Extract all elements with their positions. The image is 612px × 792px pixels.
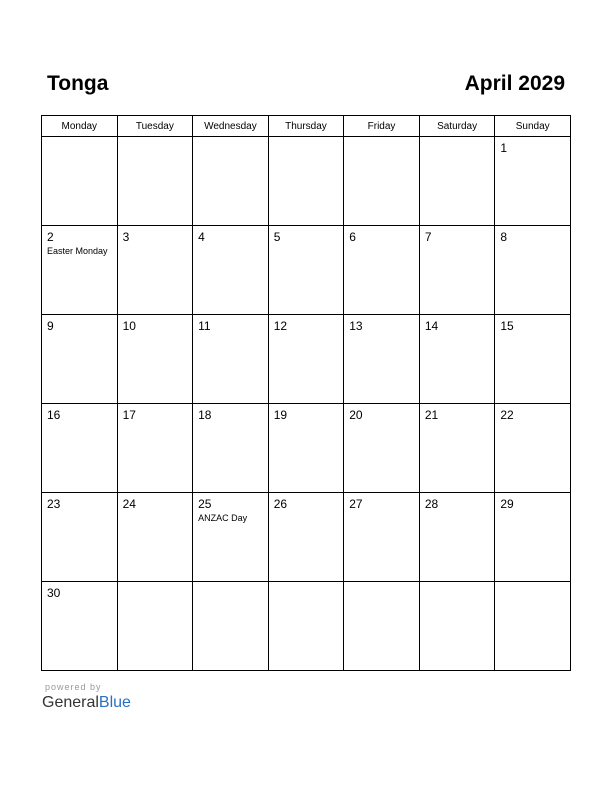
day-cell	[419, 315, 495, 404]
day-number	[344, 582, 419, 586]
day-cell	[42, 226, 118, 315]
day-cell	[268, 137, 344, 226]
day-cell	[42, 582, 118, 671]
week-row	[42, 582, 571, 671]
day-cell	[117, 582, 193, 671]
day-number	[118, 582, 193, 586]
day-number: 18	[198, 408, 212, 422]
weekday-header: Monday	[42, 116, 118, 137]
day-number: 12	[273, 319, 288, 333]
day-cell	[42, 315, 118, 404]
day-cell	[193, 582, 269, 671]
day-number: 23	[47, 497, 61, 511]
calendar-grid	[41, 115, 571, 671]
day-number: 27	[349, 497, 363, 511]
day-number: 1	[500, 141, 508, 155]
day-number: 30	[47, 586, 61, 600]
day-cell	[42, 137, 118, 226]
day-cell	[193, 226, 269, 315]
day-number: 17	[122, 408, 136, 422]
day-number: 14	[424, 319, 439, 333]
day-cell	[344, 493, 420, 582]
day-cell	[117, 226, 193, 315]
weekday-header: Tuesday	[117, 116, 193, 137]
day-cell	[495, 493, 571, 582]
weekday-header-row	[42, 116, 571, 137]
day-cell	[344, 226, 420, 315]
day-cell	[42, 493, 118, 582]
day-number: 20	[349, 408, 363, 422]
day-cell	[268, 226, 344, 315]
weekday-header: Friday	[344, 116, 420, 137]
day-number	[420, 582, 495, 586]
day-cell	[117, 493, 193, 582]
day-cell	[344, 404, 420, 493]
day-number: 25	[198, 497, 212, 511]
day-cell	[495, 226, 571, 315]
day-cell	[42, 404, 118, 493]
day-number: 16	[47, 408, 61, 422]
day-cell	[495, 404, 571, 493]
day-number: 26	[273, 497, 288, 511]
day-number: 4	[198, 230, 205, 244]
week-row	[42, 493, 571, 582]
day-cell	[419, 582, 495, 671]
day-cell	[495, 582, 571, 671]
day-number: 13	[349, 319, 363, 333]
day-number: 2	[47, 230, 54, 244]
day-number	[344, 137, 419, 141]
day-cell	[193, 137, 269, 226]
week-row	[42, 404, 571, 493]
weekday-header: Saturday	[419, 116, 495, 137]
day-number	[495, 582, 570, 586]
day-number: 11	[198, 319, 211, 333]
day-number: 21	[424, 408, 439, 422]
week-row	[42, 315, 571, 404]
day-cell	[268, 315, 344, 404]
powered-by-text: powered by	[45, 682, 102, 692]
week-row	[42, 226, 571, 315]
weekday-header: Thursday	[268, 116, 344, 137]
day-cell	[268, 404, 344, 493]
weekday-header: Wednesday	[193, 116, 269, 137]
week-row	[42, 137, 571, 226]
day-cell	[419, 493, 495, 582]
day-number	[118, 137, 193, 141]
day-cell	[419, 226, 495, 315]
day-cell	[193, 493, 269, 582]
country-title: Tonga	[47, 72, 109, 95]
day-number	[269, 137, 344, 141]
day-cell	[268, 493, 344, 582]
day-number: 24	[122, 497, 136, 511]
brand-logo[interactable]	[42, 694, 131, 712]
day-number: 6	[349, 230, 356, 244]
day-cell	[193, 315, 269, 404]
day-number	[420, 137, 495, 141]
day-number: 15	[500, 319, 514, 333]
day-number	[193, 137, 268, 141]
day-cell	[344, 137, 420, 226]
day-cell	[419, 137, 495, 226]
day-number	[42, 137, 117, 141]
day-cell	[344, 582, 420, 671]
day-cell	[344, 315, 420, 404]
brand-name-blue: Blue	[98, 694, 131, 711]
day-number: 7	[424, 230, 432, 244]
day-number: 9	[47, 319, 54, 333]
day-number: 28	[424, 497, 439, 511]
day-cell	[268, 582, 344, 671]
day-cell	[117, 137, 193, 226]
day-number: 5	[273, 230, 281, 244]
day-number: 10	[122, 319, 136, 333]
month-year-title: April 2029	[464, 72, 565, 95]
day-cell	[419, 404, 495, 493]
day-number: 3	[122, 230, 130, 244]
day-number	[269, 582, 344, 586]
brand-name-general: General	[42, 694, 99, 711]
weekday-header: Sunday	[495, 116, 571, 137]
day-cell	[193, 404, 269, 493]
day-cell	[495, 315, 571, 404]
day-cell	[117, 404, 193, 493]
day-number: 19	[273, 408, 288, 422]
holiday-label: Easter Monday	[47, 246, 108, 256]
day-number: 29	[500, 497, 514, 511]
day-number: 22	[500, 408, 514, 422]
day-number: 8	[500, 230, 508, 244]
day-cell	[117, 315, 193, 404]
day-cell	[495, 137, 571, 226]
day-number	[193, 582, 268, 586]
holiday-label: ANZAC Day	[198, 513, 248, 523]
